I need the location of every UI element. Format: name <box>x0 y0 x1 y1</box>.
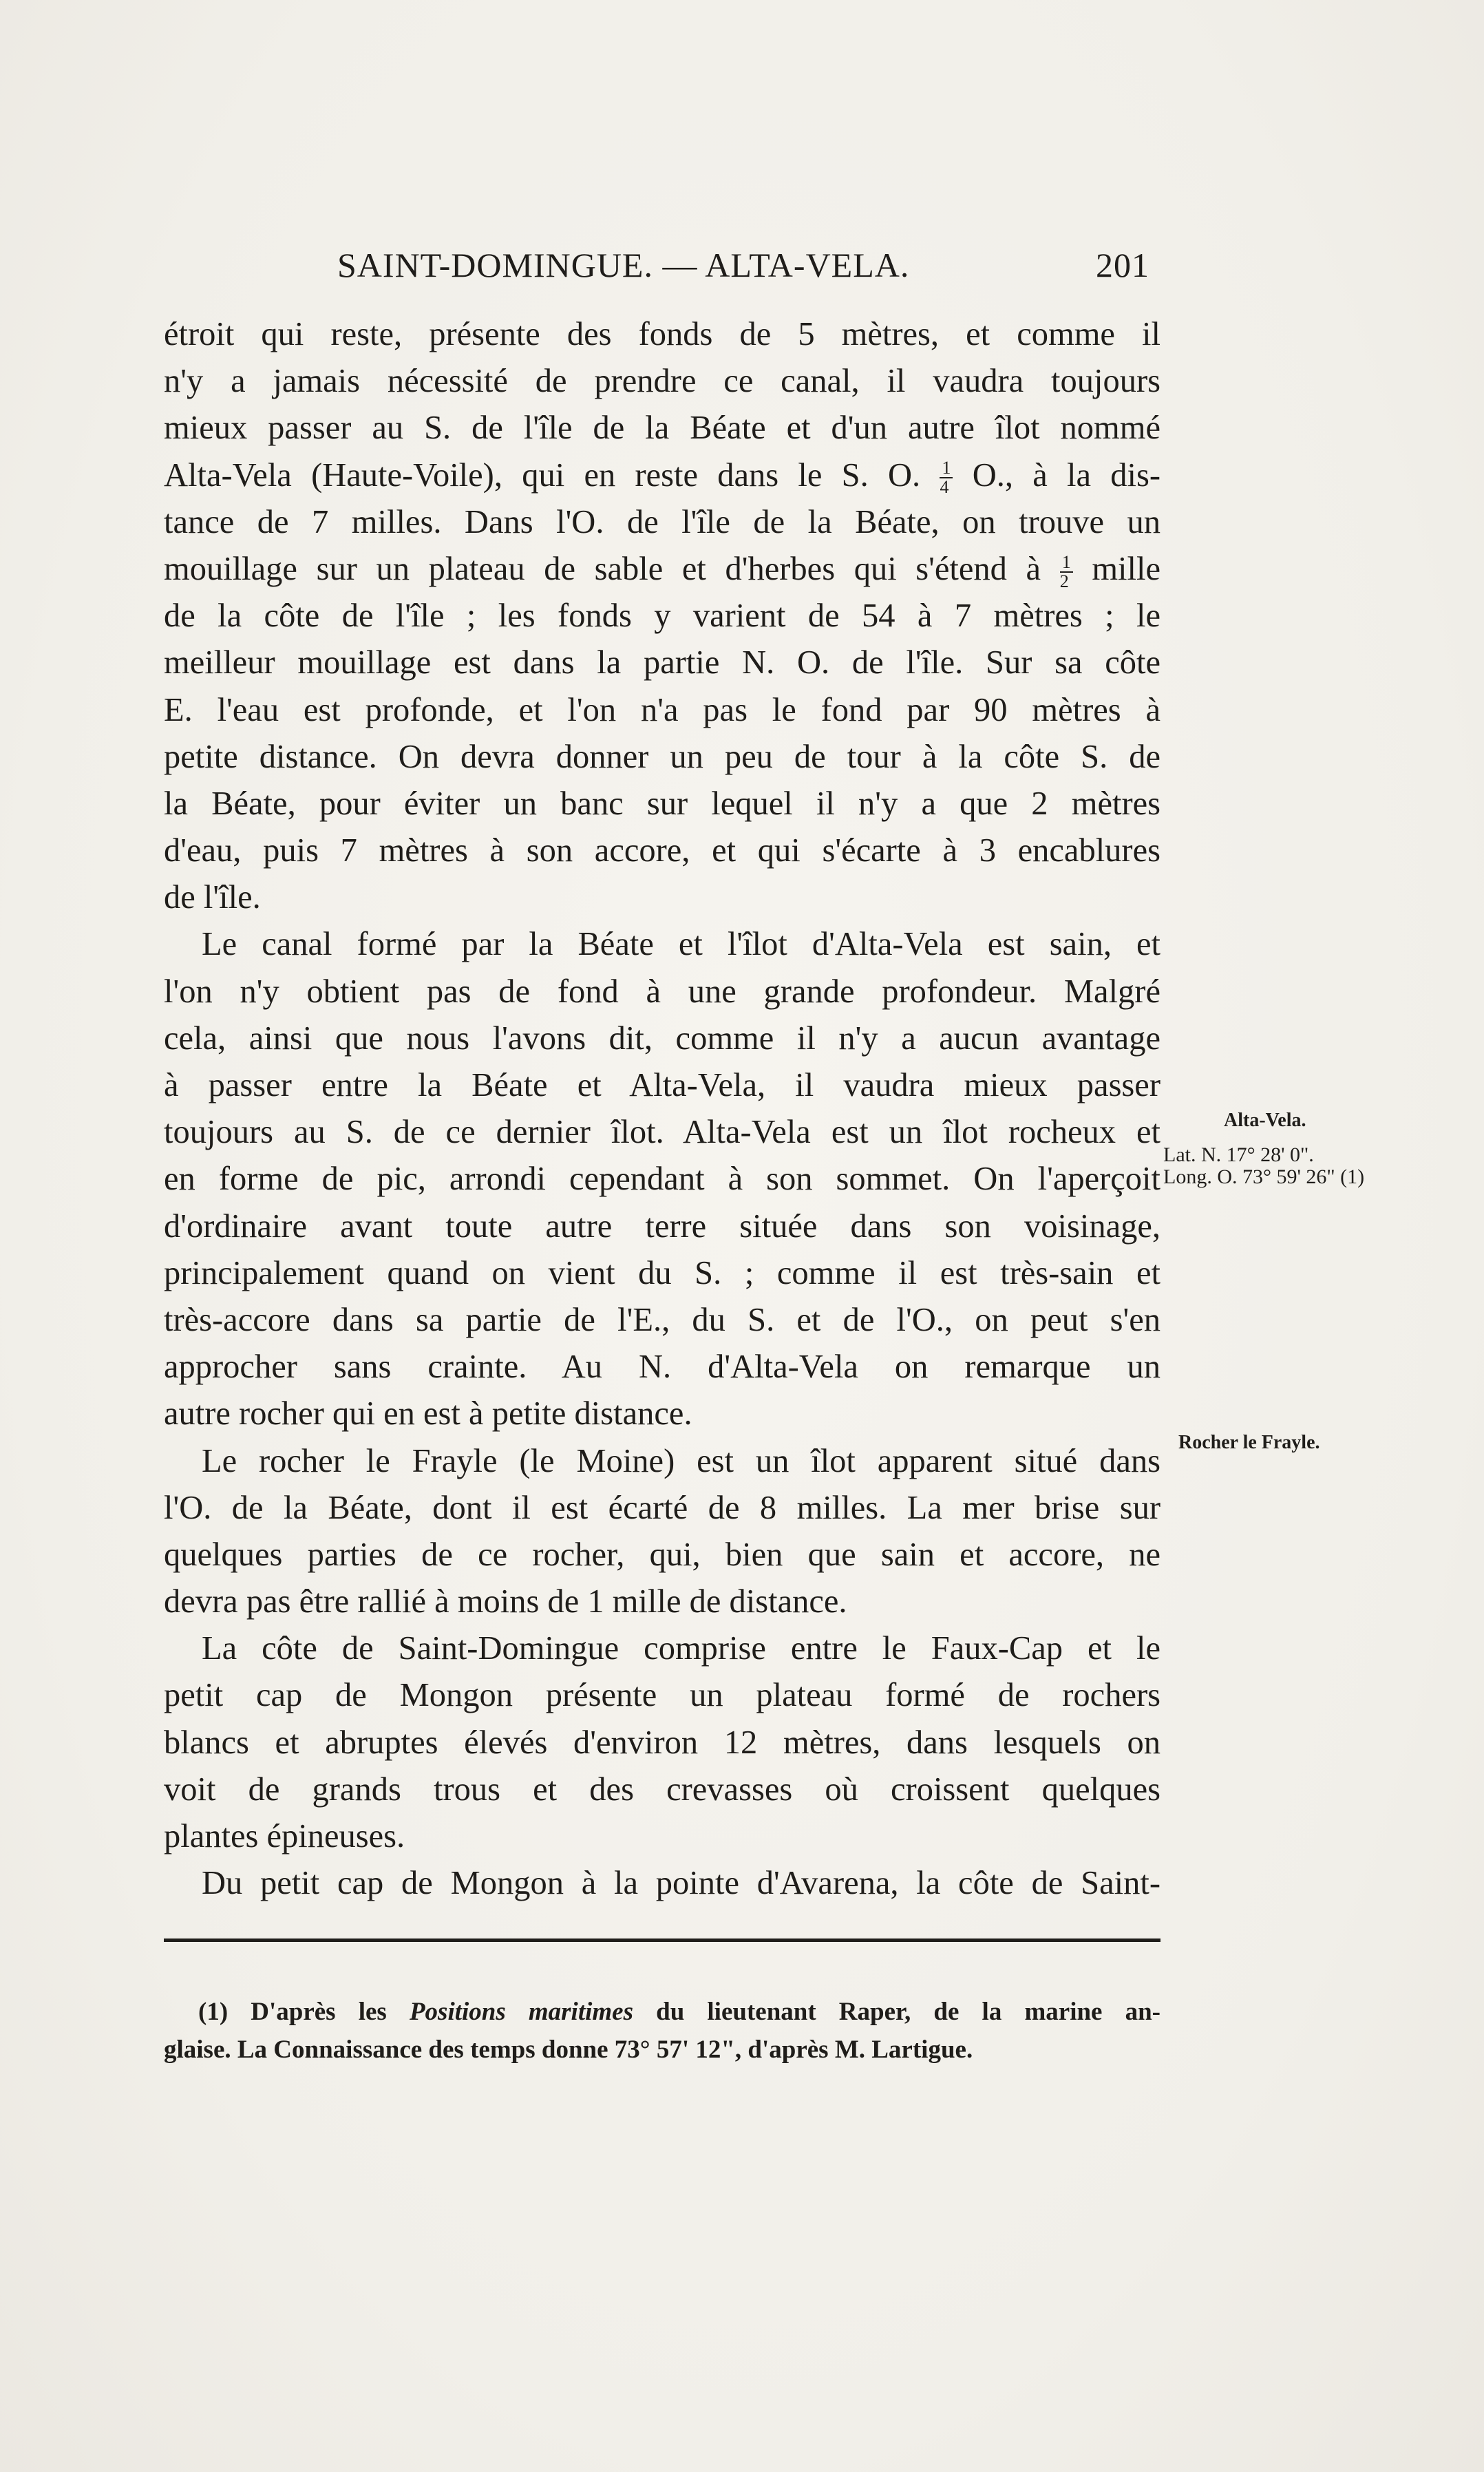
text-line: blancs et abruptes élevés d'environ 12 mètres, dans lesquels on <box>164 1724 1160 1761</box>
text-line: très-accore dans sa partie de l'E., du S. et de l'O., on peut s'en <box>164 1301 1160 1338</box>
text-line: d'eau, puis 7 mètres à son accore, et qui s'écarte à 3 encablures <box>164 832 1160 869</box>
text-line: la Béate, pour éviter un banc sur lequel il n'y a que 2 mètres <box>164 785 1160 822</box>
text-line: La côte de Saint-Domingue comprise entre le Faux-Cap et le <box>202 1630 1160 1667</box>
text-line: cela, ainsi que nous l'avons dit, comme il n'y a aucun avantage <box>164 1020 1160 1057</box>
text-line: E. l'eau est profonde, et l'on n'a pas le fond par 90 mètres à <box>164 691 1160 728</box>
margin-note-alta-vela: Alta-Vela. <box>1224 1110 1306 1131</box>
margin-note-latitude: Lat. N. 17° 28' 0". <box>1163 1143 1314 1166</box>
text-line: Du petit cap de Mongon à la pointe d'Avarena, la côte de Saint- <box>202 1865 1160 1902</box>
text-line: autre rocher qui en est à petite distance. <box>164 1395 692 1433</box>
text-line: tance de 7 milles. Dans l'O. de l'île de la Béate, on trouve un <box>164 503 1160 540</box>
footnote-italic-title: Positions maritimes <box>409 1998 633 2026</box>
text-line: approcher sans crainte. Au N. d'Alta-Vela on remarque un <box>164 1349 1160 1386</box>
text-line: toujours au S. de ce dernier îlot. Alta-Vela est un îlot rocheux et <box>164 1114 1160 1151</box>
footnote-line: glaise. La Connaissance des temps donne 73° 57' 12", d'après M. Lartigue. <box>164 2036 973 2064</box>
text-line: meilleur mouillage est dans la partie N. O. de l'île. Sur sa côte <box>164 644 1160 682</box>
text-line: Le rocher le Frayle (le Moine) est un îlot apparent situé dans <box>202 1442 1160 1479</box>
text-line: Le canal formé par la Béate et l'îlot d'Alta-Vela est sain, et <box>202 926 1160 963</box>
text-line: petite distance. On devra donner un peu de tour à la côte S. de <box>164 738 1160 775</box>
text-line: devra pas être rallié à moins de 1 mille de distance. <box>164 1583 847 1620</box>
text-segment: Alta-Vela (Haute-Voile), qui en reste dans le S. O. <box>164 456 921 494</box>
footnote <box>164 1993 1160 2069</box>
text-line: étroit qui reste, présente des fonds de 5 mètres, et comme il <box>164 316 1160 352</box>
text-line <box>164 452 1160 499</box>
footnote-lead: (1) D'après les <box>198 1998 387 2026</box>
fraction-numerator: 1 <box>940 459 953 478</box>
text-line: en forme de pic, arrondi cependant à son sommet. On l'aperçoit <box>164 1161 1160 1198</box>
fraction-numerator: 1 <box>1060 553 1073 573</box>
page-number: 201 <box>1096 246 1149 284</box>
text-line: plantes épineuses. <box>164 1818 405 1855</box>
running-header <box>337 245 1149 293</box>
text-segment: O., à la dis- <box>972 456 1161 494</box>
margin-note-rocher-le-frayle: Rocher le Frayle. <box>1178 1432 1320 1453</box>
margin-note-longitude: Long. O. 73° 59' 26" (1) <box>1163 1165 1365 1188</box>
text-segment: mille <box>1092 550 1161 587</box>
text-line: de la côte de l'île ; les fonds y varient de 54 à 7 mètres ; le <box>164 598 1160 635</box>
fraction-quarter <box>940 459 953 496</box>
footnote-divider <box>164 1938 1160 1942</box>
text-line: de l'île. <box>164 879 261 916</box>
footnote-rest: du lieutenant Raper, de la marine an- <box>656 1998 1160 2026</box>
text-line: mieux passer au S. de l'île de la Béate et d'un autre îlot nommé <box>164 410 1160 447</box>
text-line: à passer entre la Béate et Alta-Vela, il vaudra mieux passer <box>164 1067 1160 1103</box>
body-text <box>164 311 1160 1907</box>
text-line: l'on n'y obtient pas de fond à une grande profondeur. Malgré <box>164 973 1160 1010</box>
fraction-half <box>1060 553 1073 591</box>
text-line <box>164 546 1160 593</box>
text-line: principalement quand on vient du S. ; comme il est très-sain et <box>164 1254 1160 1291</box>
footnote-line <box>164 1993 1160 2031</box>
text-line: l'O. de la Béate, dont il est écarté de 8 milles. La mer brise sur <box>164 1489 1160 1526</box>
text-line: voit de grands trous et des crevasses où croissent quelques <box>164 1771 1160 1808</box>
running-title: SAINT-DOMINGUE. — ALTA-VELA. <box>337 246 910 284</box>
fraction-denominator: 2 <box>1059 571 1069 591</box>
text-line: quelques parties de ce rocher, qui, bien que sain et accore, ne <box>164 1536 1160 1573</box>
fraction-denominator: 4 <box>940 477 949 498</box>
text-line: petit cap de Mongon présente un plateau formé de rochers <box>164 1677 1160 1714</box>
text-line: n'y a jamais nécessité de prendre ce canal, il vaudra toujours <box>164 363 1160 400</box>
text-segment: mouillage sur un plateau de sable et d'herbes qui s'étend à <box>164 550 1041 587</box>
text-line: d'ordinaire avant toute autre terre située dans son voisinage, <box>164 1207 1160 1245</box>
